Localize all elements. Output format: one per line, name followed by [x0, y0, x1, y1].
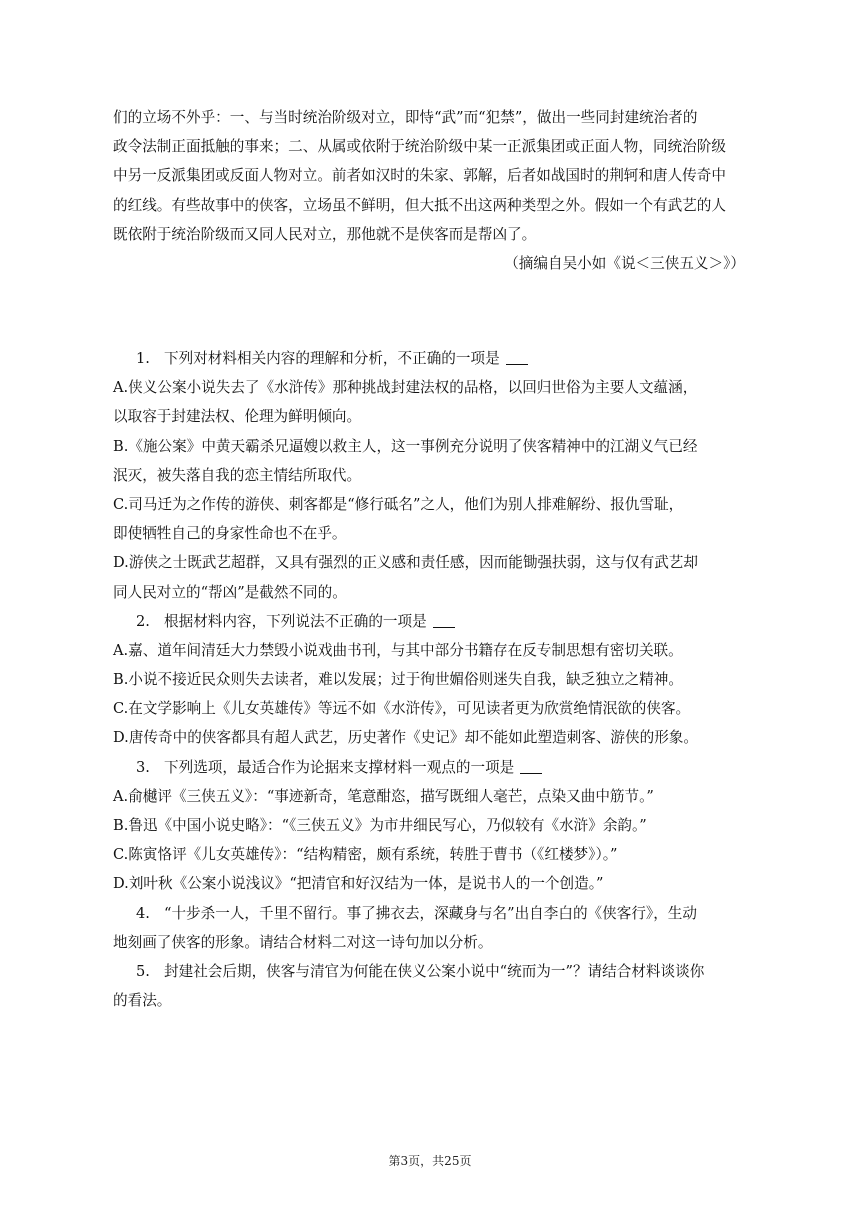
option-d: D.刘叶秋《公案小说浅议》“把清官和好汉结为一体，是说书人的一个创造。”: [113, 875, 604, 893]
question-stem: 下列选项，最适合作为论据来支撑材料一观点的一项是: [164, 758, 515, 776]
option-b-line2: 泯灭，被失落自我的恋主情结所取代。: [113, 466, 362, 484]
option-a: A.俞樾评《三侠五义》：“事迹新奇，笔意酣恣，描写既细人毫芒，点染又曲中筋节。”: [113, 787, 654, 805]
question-number: 5.: [136, 962, 150, 980]
page-footer: 第3页，共25页: [388, 1154, 472, 1168]
passage-line: 既依附于统治阶级而又同人民对立，那他就不是侠客而是帮凶了。: [113, 225, 537, 243]
answer-blank[interactable]: [520, 759, 542, 774]
question-number: 2.: [136, 612, 150, 630]
question-2: [113, 607, 749, 636]
option-a: A.嘉、道年间清廷大力禁毁小说戏曲书刊，与其中部分书籍存在反专制思想有密切关联。: [113, 641, 683, 659]
question-number: 1.: [136, 350, 150, 367]
option-d-line1: D.游侠之士既武艺超群，又具有强烈的正义感和责任感，因而能锄强扶弱，这与仅有武艺却: [113, 554, 698, 572]
option-d: D.唐传奇中的侠客都具有超人武艺，历史著作《史记》却不能如此塑造刺客、游侠的形象。: [113, 729, 698, 747]
option-d-line2: 同人民对立的“帮凶”是截然不同的。: [113, 583, 347, 601]
question-stem: 下列对材料相关内容的理解和分析，不正确的一项是: [164, 350, 500, 367]
questions: [113, 344, 749, 1015]
passage-source: （摘编自吴小如《说＜三侠五义＞》）: [504, 254, 745, 272]
answer-blank[interactable]: [433, 613, 455, 628]
question-stem: “十步杀一人，千里不留行。事了拂衣去，深藏身与名”出自李白的《侠客行》，生动: [164, 904, 697, 922]
option-c-line2: 即使牺牲自己的身家性命也不在乎。: [113, 525, 347, 543]
question-stem: 封建社会后期，侠客与清官为何能在侠义公案小说中“统而为一”？请结合材料谈谈你: [164, 962, 705, 980]
option-c: C.陈寅恪评《儿女英雄传》：“结构精密，颇有系统，转胜于曹书（《红楼梦》）。”: [113, 846, 618, 864]
question-4: [113, 899, 749, 928]
passage-line: 的红线。有些故事中的侠客，立场虽不鲜明，但大抵不出这两种类型之外。假如一个有武艺的人: [113, 196, 726, 214]
passage-line: 们的立场不外乎：一、与当时统治阶级对立，即恃“武”而“犯禁”，做出一些同封建统治者的: [113, 109, 698, 126]
question-number: 4.: [136, 904, 150, 922]
option-a-line1: A.侠义公案小说失去了《水浒传》那种挑战封建法权的品格，以回归世俗为主要人文蕴涵，: [113, 379, 698, 397]
question-5: [113, 957, 749, 986]
option-c-line1: C.司马迁为之作传的游侠、刺客都是“修行砥名”之人，他们为别人排难解纷、报仇雪耻，: [113, 495, 684, 513]
question-number: 3.: [136, 758, 150, 776]
question-1: [113, 344, 749, 373]
question-5-continued: 的看法。: [113, 992, 172, 1010]
option-c: C.在文学影响上《儿女英雄传》等远不如《水浒传》，可见读者更为欣赏绝情泯欲的侠客。: [113, 700, 691, 718]
passage-line: 政令法制正面抵触的事来；二、从属或依附于统治阶级中某一正派集团或正面人物，同统治阶级: [113, 138, 726, 156]
option-b-line1: B.《施公案》中黄天霸杀兄逼嫂以救主人，这一事例充分说明了侠客精神中的江湖义气已经: [113, 437, 698, 455]
question-3: [113, 753, 749, 782]
option-b: B.鲁迅《中国小说史略》：“《三侠五义》为市井细民写心，乃似较有《水浒》余韵。”: [113, 817, 647, 834]
question-stem: 根据材料内容，下列说法不正确的一项是: [164, 612, 427, 630]
question-4-continued: 地刻画了侠客的形象。请结合材料二对这一诗句加以分析。: [113, 933, 493, 951]
option-b: B.小说不接近民众则失去读者，难以发展；过于徇世媚俗则迷失自我，缺乏独立之精神。: [113, 671, 683, 689]
passage-line: 中另一反派集团或反面人物对立。前者如汉时的朱家、郭解，后者如战国时的荆轲和唐人传奇中: [113, 167, 726, 185]
option-a-line2: 以取容于封建法权、伦理为鲜明倾向。: [113, 408, 362, 426]
answer-blank[interactable]: [506, 350, 528, 365]
passage: [113, 103, 749, 278]
